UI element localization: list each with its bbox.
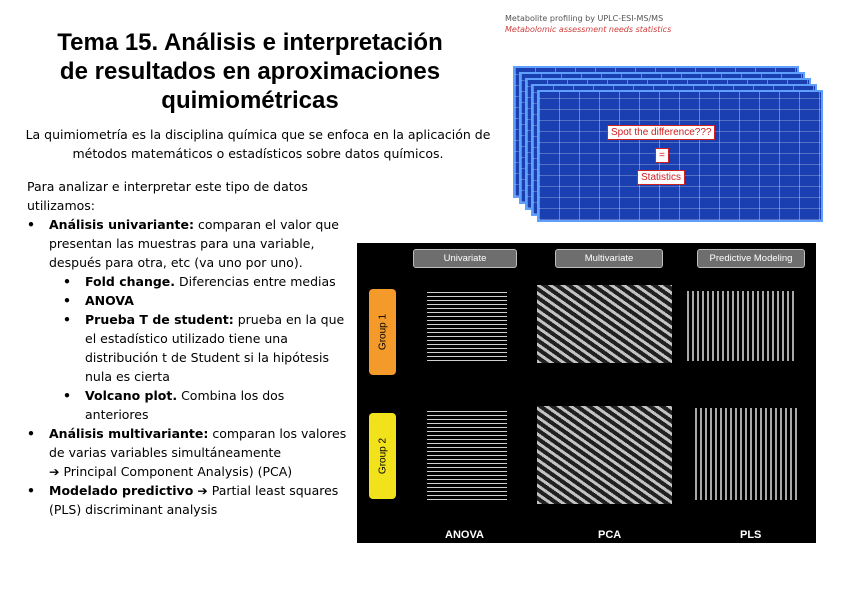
statistics-label: Statistics bbox=[637, 170, 685, 185]
pls-plot-group-1 bbox=[687, 291, 797, 361]
bullet-glyph: • bbox=[63, 312, 71, 327]
caption-line-2: Metabolomic assessment needs statistics bbox=[505, 25, 672, 34]
chromatogram-sheet bbox=[537, 90, 823, 222]
bullet-glyph: • bbox=[27, 217, 35, 232]
arrow-icon: ➔ bbox=[197, 483, 208, 498]
header-predictive-modeling: Predictive Modeling bbox=[697, 249, 805, 268]
pca-zebra-group-2 bbox=[537, 406, 672, 504]
bullet-glyph: • bbox=[27, 483, 35, 498]
anova-plot-group-2 bbox=[427, 408, 507, 500]
slide-title: Tema 15. Análisis e interpretación de resultados en aproximaciones quimiométricas bbox=[57, 29, 443, 114]
group-2-label: Group 2 bbox=[369, 413, 396, 499]
header-multivariate: Multivariate bbox=[555, 249, 663, 268]
bullet-glyph: • bbox=[63, 293, 71, 308]
chromatogram-stack-image bbox=[513, 66, 819, 226]
bullet-predictive: • Modelado predictivo ➔ Partial least squares (PLS) discriminant analysis bbox=[27, 483, 339, 517]
pca-zebra-group-1 bbox=[537, 285, 672, 363]
spot-difference-label: Spot the difference??? bbox=[607, 125, 715, 140]
bullet-glyph: • bbox=[63, 274, 71, 289]
caption-line-1: Metabolite profiling by UPLC-ESI-MS/MS bbox=[505, 14, 664, 23]
bullet-multivariate: • Análisis multivariante: comparan los valores de varias variables simultáneamente ➔ Principal Component Analysis) (PCA) bbox=[27, 426, 347, 479]
bullet-glyph: • bbox=[63, 388, 71, 403]
header-univariate: Univariate bbox=[413, 249, 517, 268]
arrow-icon: ➔ bbox=[49, 464, 60, 479]
subbullet-fold-change: • Fold change. Diferencias entre medias bbox=[63, 274, 336, 289]
body-text bbox=[27, 177, 347, 519]
subbullet-volcano: • Volcano plot. Combina los dos anteriores bbox=[63, 388, 285, 422]
intro-paragraph: La quimiometría es la disciplina química que se enfoca en la aplicación de métodos matemáticos o estadísticos sobre datos químicos. bbox=[25, 127, 491, 161]
bullet-univariate: • Análisis univariante: comparan el valor que presentan las muestras para una variable, después para otra, etc (va uno por uno). bbox=[27, 217, 339, 270]
group-1-label: Group 1 bbox=[369, 289, 396, 375]
anova-plot-group-1 bbox=[427, 291, 507, 361]
subbullet-t-student: • Prueba T de student: prueba en la que el estadístico utilizado tiene una distribución t de Student si la hipótesis nula es cierta bbox=[63, 312, 345, 384]
subbullet-anova: • ANOVA bbox=[63, 293, 134, 308]
footer-anova: ANOVA bbox=[445, 529, 484, 541]
lead-text: Para analizar e interpretar este tipo de datos utilizamos: bbox=[27, 179, 308, 213]
bullet-glyph: • bbox=[27, 426, 35, 441]
pls-plot-group-2 bbox=[695, 408, 797, 500]
analysis-comparison-figure bbox=[357, 243, 816, 543]
footer-pca: PCA bbox=[598, 529, 622, 541]
equals-label: = bbox=[655, 148, 669, 163]
footer-pls: PLS bbox=[740, 529, 762, 541]
figure-caption bbox=[505, 13, 671, 35]
